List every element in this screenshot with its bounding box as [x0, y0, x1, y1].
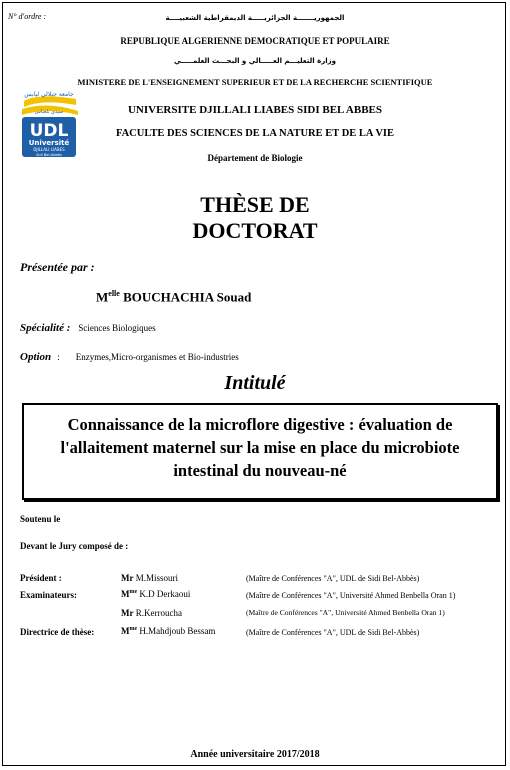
jury-nom: K.D Derkaoui	[139, 589, 191, 599]
option-sep: :	[57, 352, 60, 362]
departement-title: Département de Biologie	[207, 153, 303, 163]
jury-aff-examinateur-2: (Maître de Conférences "A", Université Ahmed Benbella Oran 1)	[246, 608, 445, 617]
jury-name-examinateur-2	[121, 608, 182, 618]
soutenu-label: Soutenu le	[20, 514, 61, 524]
jury-aff-president: (Maître de Conférences "A", UDL de Sidi Bel-Abbès)	[246, 574, 420, 583]
ministere-title: MINISTERE DE L'ENSEIGNEMENT SUPERIEUR ET DE LA RECHERCHE SCIENTIFIQUE	[77, 77, 433, 87]
jury-civ: Mr	[121, 608, 134, 618]
jury-civ-sup: me	[129, 626, 138, 632]
these-line2: DOCTORAT	[192, 218, 318, 243]
university-logo	[18, 87, 80, 161]
jury-name-directrice	[121, 626, 215, 636]
jury-aff-examinateur-1: (Maître de Conférences "A", Université Ahmed Benbella Oran 1)	[246, 591, 456, 600]
jury-civ: Mr	[121, 573, 134, 583]
arabic-republique: الجمهوريـــــــة الجزائريـــــة الديمقراطية الشعبيــــة	[165, 14, 345, 22]
faculte-title: FACULTE DES SCIENCES DE LA NATURE ET DE LA VIE	[115, 128, 395, 139]
jury-civ: M	[121, 626, 130, 636]
these-line1: THÈSE DE	[200, 192, 310, 217]
option-line	[20, 347, 239, 365]
jury-name-president	[121, 573, 178, 583]
intitule-heading: Intitulé	[224, 372, 286, 394]
jury-civ-sup: me	[129, 589, 138, 595]
numero-ordre: N° d'ordre :	[8, 12, 47, 21]
republique-title: REPUBLIQUE ALGERIENNE DEMOCRATIQUE ET POPULAIRE	[120, 36, 390, 46]
option-label: Option	[20, 351, 52, 363]
jury-aff-directrice: (Maître de Conférences "A", UDL de Sidi Bel-Abbès)	[246, 628, 420, 637]
jury-nom: M.Missouri	[135, 573, 179, 583]
logo-arabic-2: سيدي بلعباس	[34, 109, 64, 115]
logo-line2: DJILLALI LIABES	[33, 147, 65, 152]
jury-role-directrice: Directrice de thèse:	[20, 627, 95, 637]
jury-role-examinateurs: Examinateurs:	[20, 590, 77, 600]
jury-name-examinateur-1	[121, 589, 190, 599]
logo-arabic-1: جامعة جيلالي ليابس	[24, 91, 74, 98]
arabic-ministere: وزارة التعليـــم العـــــالي و البحـــث العلمـــــي	[173, 57, 337, 65]
jury-nom: H.Mahdjoub Bessam	[139, 626, 216, 636]
specialite-label: Spécialité :	[20, 322, 71, 334]
specialite-line	[20, 318, 156, 336]
annee-universitaire: Année universitaire 2017/2018	[190, 749, 320, 760]
jury-nom: R.Kerroucha	[135, 608, 182, 618]
devant-jury-label: Devant le Jury composé de :	[20, 541, 129, 551]
auteur-nom: BOUCHACHIA Souad	[123, 289, 252, 305]
auteur-civ: M	[96, 289, 109, 305]
universite-title: UNIVERSITE DJILLALI LIABES SIDI BEL ABBES	[127, 104, 383, 116]
logo-line1: Université	[28, 139, 70, 147]
jury-role-president: Président :	[20, 573, 62, 583]
specialite-value: Sciences Biologiques	[78, 323, 156, 333]
thesis-title: Connaissance de la microflore digestive : évaluation de l'allaitement maternel sur la mise en place du microbiote intestinal du nouveau-né	[60, 415, 460, 480]
thesis-title-box	[22, 403, 498, 500]
auteur-civ-sup: elle	[108, 289, 120, 298]
logo-line3: Sidi Bel-Abbès	[36, 153, 62, 157]
jury-civ: M	[121, 589, 130, 599]
option-value: Enzymes,Micro-organismes et Bio-industries	[75, 352, 239, 362]
auteur-name	[96, 289, 251, 305]
logo-acronym: UDL	[29, 121, 69, 141]
presentee-label: Présentée par :	[20, 260, 95, 274]
